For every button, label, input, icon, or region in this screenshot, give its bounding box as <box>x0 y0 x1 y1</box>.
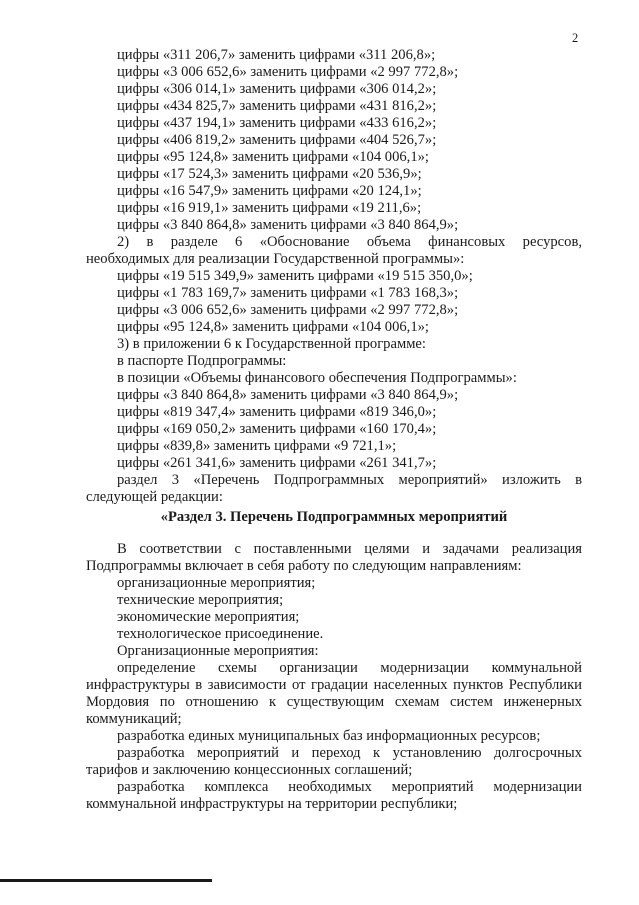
item-2-first-line: 2) в разделе 6 «Обоснование объема финансовых ресурсов, <box>117 234 582 250</box>
direction-item: технологическое присоединение. <box>117 626 324 642</box>
replacement-line: цифры «3 840 864,8» заменить цифрами «3 840 864,9»; <box>117 217 459 233</box>
section-3-intro-first-line: раздел 3 «Перечень Подпрограммных мероприятий» изложить в <box>117 472 582 488</box>
replacement-line: цифры «1 783 169,7» заменить цифрами «1 783 168,3»; <box>117 285 459 301</box>
replacement-line: цифры «819 347,4» заменить цифрами «819 346,0»; <box>117 404 437 420</box>
item-3-line: в паспорте Подпрограммы: <box>117 353 287 369</box>
item-2-second-line: необходимых для реализации Государственной программы»: <box>86 251 465 267</box>
replacement-line: цифры «3 006 652,6» заменить цифрами «2 997 772,8»; <box>117 64 459 80</box>
org-item-2: разработка единых муниципальных баз информационных ресурсов; <box>117 728 541 744</box>
replacement-line: цифры «17 524,3» заменить цифрами «20 536,9»; <box>117 166 422 182</box>
replacement-line: цифры «406 819,2» заменить цифрами «404 526,7»; <box>117 132 437 148</box>
replacement-line: цифры «437 194,1» заменить цифрами «433 616,2»; <box>117 115 437 131</box>
replacement-line: цифры «261 341,6» заменить цифрами «261 341,7»; <box>117 455 437 471</box>
direction-item: технические мероприятия; <box>117 592 284 608</box>
direction-item: организационные мероприятия; <box>117 575 316 591</box>
replacement-line: цифры «16 919,1» заменить цифрами «19 211,6»; <box>117 200 422 216</box>
org-heading: Организационные мероприятия: <box>117 643 319 659</box>
item-3-line: 3) в приложении 6 к Государственной программе: <box>117 336 426 352</box>
org-item-4-first-line: разработка комплекса необходимых мероприятий модернизации <box>117 779 582 795</box>
replacement-line: цифры «3 840 864,8» заменить цифрами «3 840 864,9»; <box>117 387 459 403</box>
org-item-1-first-line: определение схемы организации модернизации коммунальной <box>117 660 582 676</box>
org-item-3-continuation: тарифов и заключению концессионных соглашений; <box>86 762 413 778</box>
replacement-line: цифры «306 014,1» заменить цифрами «306 014,2»; <box>117 81 437 97</box>
page-number: 2 <box>572 31 579 45</box>
replacement-line: цифры «19 515 349,9» заменить цифрами «19 515 350,0»; <box>117 268 473 284</box>
replacement-line: цифры «95 124,8» заменить цифрами «104 006,1»; <box>117 319 429 335</box>
footer-rule <box>0 879 212 882</box>
replacement-line: цифры «16 547,9» заменить цифрами «20 124,1»; <box>117 183 422 199</box>
body-intro-first-line: В соответствии с поставленными целями и задачами реализация <box>117 541 582 557</box>
body-intro-second-line: Подпрограммы включает в себя работу по следующим направлениям: <box>86 558 522 574</box>
section-3-intro-second-line: следующей редакции: <box>86 489 223 505</box>
blank-line <box>86 527 582 541</box>
org-item-4-continuation: коммунальной инфраструктуры на территории республики; <box>86 796 458 812</box>
replacement-line: цифры «3 006 652,6» заменить цифрами «2 997 772,8»; <box>117 302 459 318</box>
section-heading: «Раздел 3. Перечень Подпрограммных мероприятий <box>160 509 508 525</box>
document-body <box>86 47 582 813</box>
org-item-1-continuation: инфраструктуры в зависимости от градации населенных пунктов Республики Мордовия по отношению к существующим схемам систем инженерных коммуникаций; <box>86 677 582 727</box>
replacement-line: цифры «169 050,2» заменить цифрами «160 170,4»; <box>117 421 437 437</box>
replacement-line: цифры «311 206,7» заменить цифрами «311 206,8»; <box>117 47 436 63</box>
replacement-line: цифры «434 825,7» заменить цифрами «431 816,2»; <box>117 98 437 114</box>
replacement-line: цифры «839,8» заменить цифрами «9 721,1»; <box>117 438 397 454</box>
direction-item: экономические мероприятия; <box>117 609 300 625</box>
item-3-line: в позиции «Объемы финансового обеспечения Подпрограммы»: <box>117 370 517 386</box>
replacement-line: цифры «95 124,8» заменить цифрами «104 006,1»; <box>117 149 429 165</box>
org-item-3-first-line: разработка мероприятий и переход к установлению долгосрочных <box>117 745 582 761</box>
